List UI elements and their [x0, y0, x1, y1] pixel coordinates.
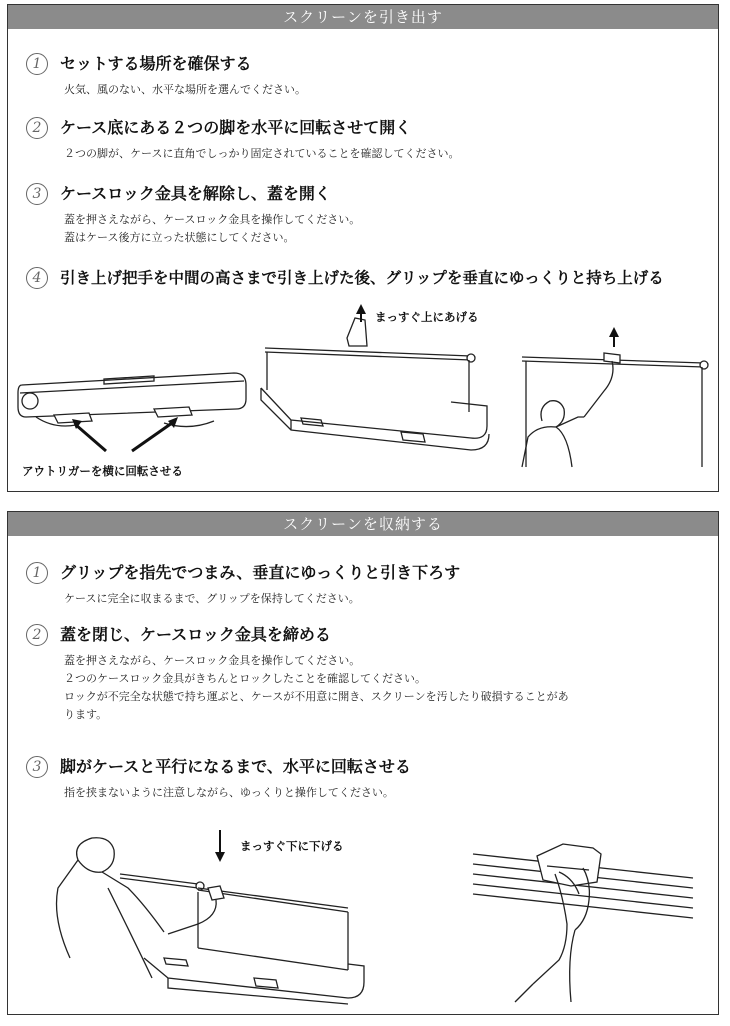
step-title: 蓋を閉じ、ケースロック金具を締める — [60, 625, 331, 644]
lower-straight-label: まっすぐ下に下げる — [240, 839, 344, 853]
step-description — [64, 81, 704, 99]
step-description-line: ります。 — [64, 708, 108, 721]
step-description-line: 蓋を押さえながら、ケースロック金具を操作してください。 — [64, 213, 361, 226]
store-section — [7, 511, 719, 1015]
step-title: セットする場所を確保する — [60, 54, 252, 73]
pull-out-section-title: スクリーンを引き出す — [8, 5, 718, 29]
step-description-line: 火気、風のない、水平な場所を選んでください。 — [64, 83, 306, 96]
step-number: 2 — [26, 624, 48, 646]
step-number: 3 — [26, 756, 48, 778]
step-description — [64, 652, 704, 724]
step-number: 2 — [26, 117, 48, 139]
step-title: ケース底にある２つの脚を水平に回転させて開く — [60, 118, 412, 137]
step-description-line: ケースに完全に収まるまで、グリップを保持してください。 — [64, 592, 360, 605]
step-description — [64, 145, 704, 163]
step-title: 脚がケースと平行になるまで、水平に回転させる — [60, 757, 411, 776]
step-description-line: 蓋はケース後方に立った状態にしてください。 — [64, 231, 295, 244]
step-description-line: ２つの脚が、ケースに直角でしっかり固定されていることを確認してください。 — [64, 147, 460, 160]
step-title: ケースロック金具を解除し、蓋を開く — [60, 184, 331, 203]
lift-straight-label: まっすぐ上にあげる — [375, 310, 479, 324]
step-description-line: 蓋を押さえながら、ケースロック金具を操作してください。 — [64, 654, 361, 667]
person-lift-illustration — [508, 317, 718, 487]
step-number: 1 — [26, 562, 48, 584]
person-lower-illustration — [48, 828, 388, 1008]
step-description — [64, 211, 704, 247]
step-description-line: 指を挟まないように注意しながら、ゆっくりと操作してください。 — [64, 786, 394, 799]
step-description — [64, 590, 704, 608]
step-description — [64, 784, 704, 802]
step-description-line: ロックが不完全な状態で持ち運ぶと、ケースが不用意に開き、スクリーンを汚したり破損することがあ — [64, 690, 569, 703]
case-outrigger-illustration — [14, 365, 254, 455]
step-number: 4 — [26, 267, 48, 289]
step-number: 3 — [26, 183, 48, 205]
step-number: 1 — [26, 53, 48, 75]
step-title: 引き上げ把手を中間の高さまで引き上げた後、グリップを垂直にゆっくりと持ち上げる — [60, 269, 664, 287]
step-title: グリップを指先でつまみ、垂直にゆっくりと引き下ろす — [60, 563, 461, 582]
pull-out-section — [7, 4, 719, 492]
rotate-outrigger-label: アウトリガーを横に回転させる — [22, 464, 183, 478]
store-section-title: スクリーンを収納する — [8, 512, 718, 536]
grip-pinch-illustration — [463, 834, 703, 1004]
step-description-line: ２つのケースロック金具がきちんとロックしたことを確認してください。 — [64, 672, 427, 685]
